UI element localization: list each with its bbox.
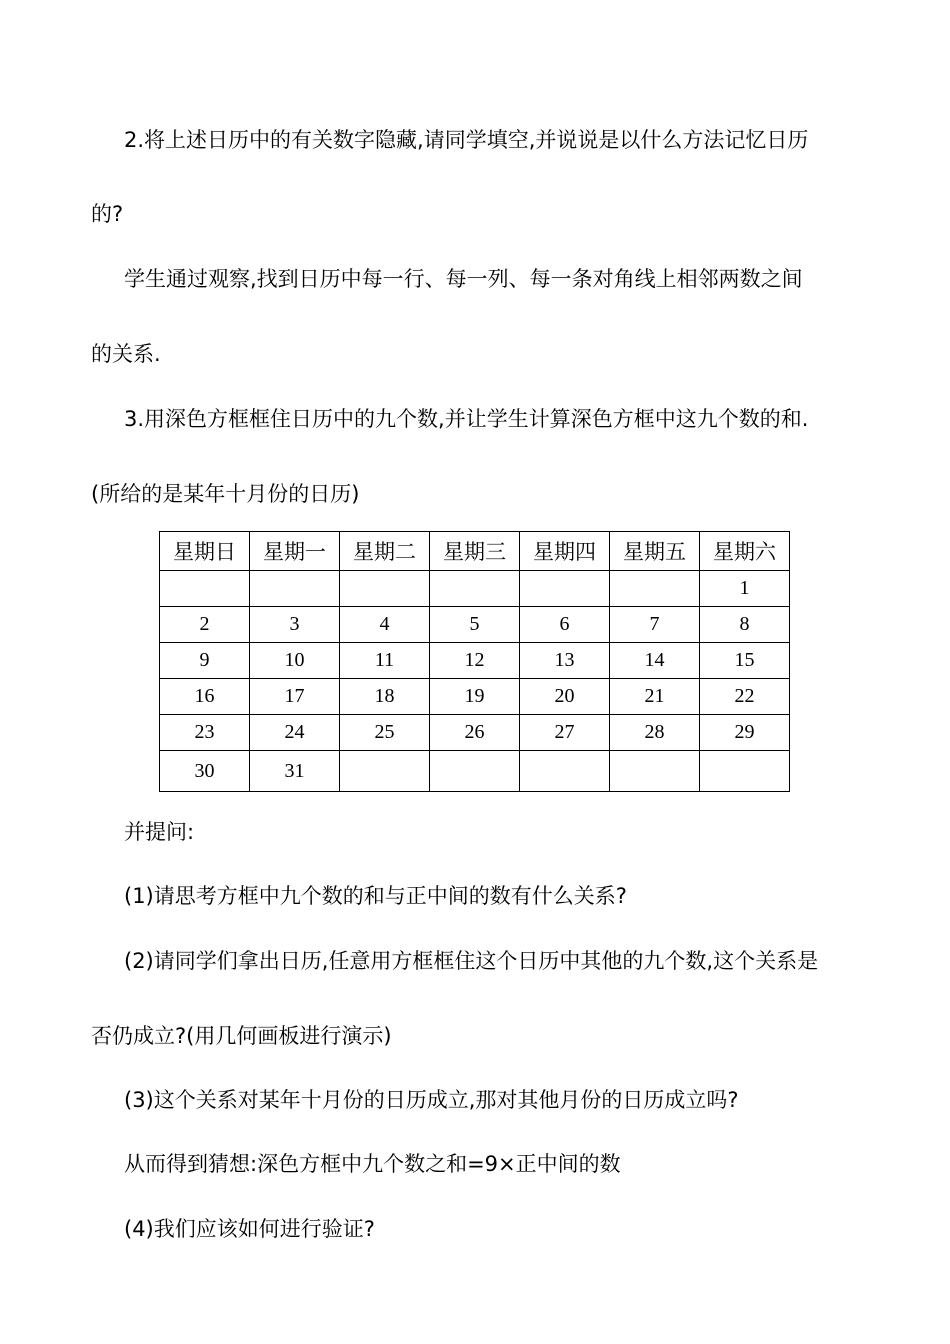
calendar-header-row <box>160 532 790 571</box>
calendar-week-row <box>160 571 790 607</box>
calendar-cell: 19 <box>430 679 520 715</box>
calendar-cell: 2 <box>160 607 250 643</box>
header-wednesday: 星期三 <box>430 532 520 571</box>
paragraph-2-line-1: 2.将上述日历中的有关数字隐藏,请同学填空,并说说是以什么方法记忆日历 <box>124 128 809 152</box>
calendar-cell: 17 <box>250 679 340 715</box>
paragraph-3-line-2: (所给的是某年十月份的日历) <box>91 482 360 506</box>
calendar-cell: 27 <box>520 715 610 751</box>
calendar-cell: 30 <box>160 751 250 792</box>
calendar-cell: 23 <box>160 715 250 751</box>
calendar-cell <box>610 751 700 792</box>
october-calendar-table <box>159 531 790 792</box>
calendar-cell: 15 <box>700 643 790 679</box>
calendar-cell: 1 <box>700 571 790 607</box>
calendar-cell: 26 <box>430 715 520 751</box>
paragraph-3-line-1: 3.用深色方框框住日历中的九个数,并让学生计算深色方框中这九个数的和. <box>124 407 809 431</box>
calendar-week-row <box>160 607 790 643</box>
calendar-week-row <box>160 751 790 792</box>
calendar-cell <box>160 571 250 607</box>
calendar-cell: 4 <box>340 607 430 643</box>
question-4: (4)我们应该如何进行验证? <box>124 1217 375 1241</box>
observation-line-2: 的关系. <box>91 342 161 366</box>
calendar-cell <box>520 751 610 792</box>
calendar-cell: 21 <box>610 679 700 715</box>
calendar-cell: 22 <box>700 679 790 715</box>
calendar-cell <box>340 751 430 792</box>
calendar-cell: 9 <box>160 643 250 679</box>
calendar-cell: 28 <box>610 715 700 751</box>
calendar-cell: 29 <box>700 715 790 751</box>
calendar-cell <box>610 571 700 607</box>
calendar-cell: 6 <box>520 607 610 643</box>
calendar-cell <box>700 751 790 792</box>
question-intro: 并提问: <box>124 820 195 844</box>
calendar-cell: 7 <box>610 607 700 643</box>
calendar-cell: 14 <box>610 643 700 679</box>
question-3: (3)这个关系对某年十月份的日历成立,那对其他月份的日历成立吗? <box>124 1088 739 1112</box>
calendar-week-row <box>160 643 790 679</box>
header-friday: 星期五 <box>610 532 700 571</box>
calendar-cell: 3 <box>250 607 340 643</box>
calendar-cell <box>340 571 430 607</box>
calendar-cell <box>430 751 520 792</box>
calendar-cell <box>520 571 610 607</box>
header-monday: 星期一 <box>250 532 340 571</box>
header-sunday: 星期日 <box>160 532 250 571</box>
calendar-cell: 16 <box>160 679 250 715</box>
calendar-cell: 24 <box>250 715 340 751</box>
conjecture-statement: 从而得到猜想:深色方框中九个数之和=9×正中间的数 <box>124 1152 621 1176</box>
calendar-cell: 5 <box>430 607 520 643</box>
question-2-line-2: 否仍成立?(用几何画板进行演示) <box>91 1024 392 1048</box>
calendar-cell: 20 <box>520 679 610 715</box>
calendar-cell: 11 <box>340 643 430 679</box>
calendar-cell <box>430 571 520 607</box>
calendar-week-row <box>160 679 790 715</box>
paragraph-2-line-2: 的? <box>91 202 124 226</box>
calendar-cell: 10 <box>250 643 340 679</box>
question-1: (1)请思考方框中九个数的和与正中间的数有什么关系? <box>124 884 627 908</box>
header-saturday: 星期六 <box>700 532 790 571</box>
calendar-cell: 18 <box>340 679 430 715</box>
calendar-cell: 8 <box>700 607 790 643</box>
calendar-cell <box>250 571 340 607</box>
calendar-cell: 13 <box>520 643 610 679</box>
observation-line-1: 学生通过观察,找到日历中每一行、每一列、每一条对角线上相邻两数之间 <box>124 267 803 291</box>
calendar-cell: 31 <box>250 751 340 792</box>
header-thursday: 星期四 <box>520 532 610 571</box>
calendar-cell: 25 <box>340 715 430 751</box>
question-2-line-1: (2)请同学们拿出日历,任意用方框框住这个日历中其他的九个数,这个关系是 <box>124 949 819 973</box>
header-tuesday: 星期二 <box>340 532 430 571</box>
calendar-cell: 12 <box>430 643 520 679</box>
calendar-week-row <box>160 715 790 751</box>
